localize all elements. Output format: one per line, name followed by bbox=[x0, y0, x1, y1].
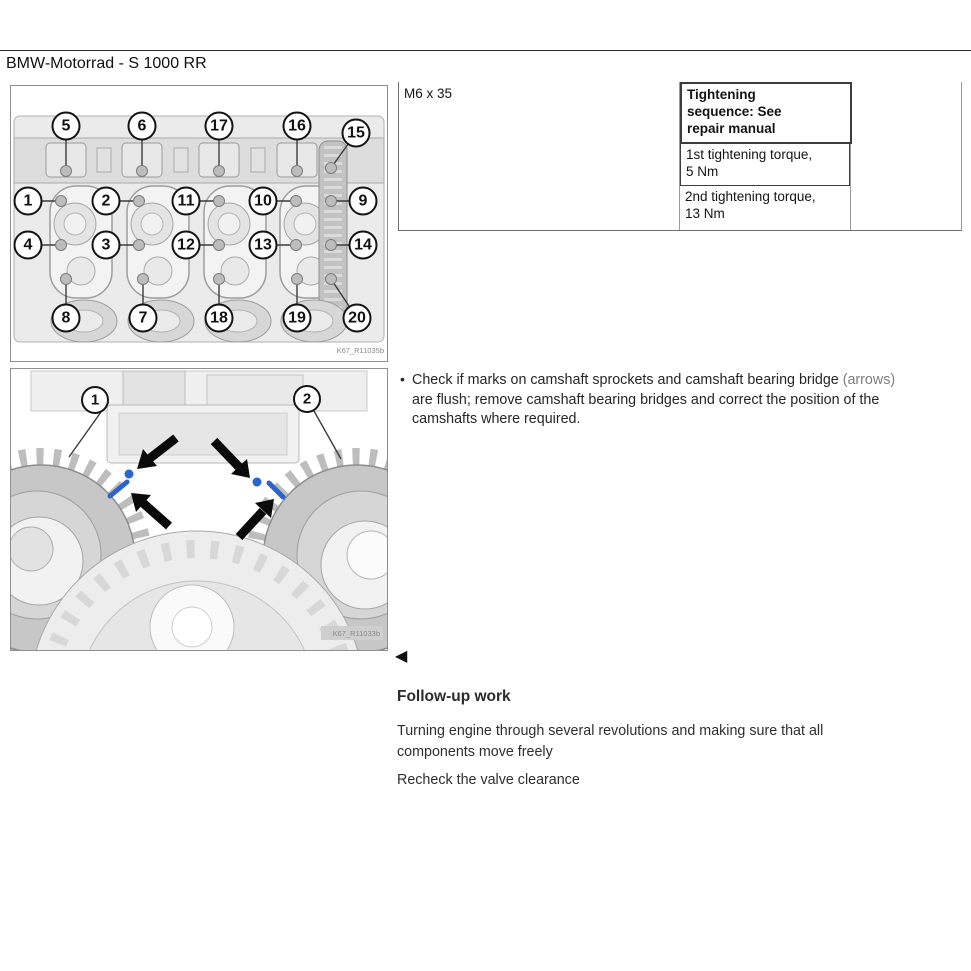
svg-text:2: 2 bbox=[302, 390, 312, 408]
followup-paragraph-1: Turning engine through several revolutions and making sure that all components move freely bbox=[397, 723, 824, 760]
svg-text:11: 11 bbox=[177, 192, 195, 210]
svg-text:14: 14 bbox=[354, 236, 372, 254]
callout-7 bbox=[130, 305, 157, 332]
arrows-note: (arrows) bbox=[842, 372, 896, 388]
mark-dot-right bbox=[253, 478, 262, 487]
svg-text:18: 18 bbox=[210, 309, 228, 327]
figure-camshaft-sprockets bbox=[10, 368, 388, 651]
alignment-marks bbox=[110, 470, 283, 498]
callout-14 bbox=[350, 232, 377, 259]
callout-20 bbox=[344, 305, 371, 332]
table-cell-torque-2: 2nd tightening torque, 13 Nm bbox=[680, 186, 848, 228]
callout-6 bbox=[129, 113, 156, 140]
callout-5 bbox=[53, 113, 80, 140]
svg-text:4: 4 bbox=[23, 236, 33, 254]
instruction-bullet-item bbox=[398, 371, 970, 430]
svg-text:7: 7 bbox=[138, 309, 148, 327]
figure1-caption: K67_R11035b bbox=[336, 346, 384, 355]
table-cell-part: M6 x 35 bbox=[404, 86, 453, 101]
page-title: BMW-Motorrad - S 1000 RR bbox=[6, 55, 207, 72]
svg-text:8: 8 bbox=[61, 309, 71, 327]
callout-4 bbox=[15, 232, 42, 259]
table-cell-torque-1: 1st tightening torque, 5 Nm bbox=[680, 143, 850, 186]
svg-text:6: 6 bbox=[137, 117, 147, 135]
leader-line bbox=[69, 412, 101, 457]
callout-sprocket-2 bbox=[294, 386, 320, 412]
svg-text:10: 10 bbox=[254, 192, 272, 210]
callout-16 bbox=[284, 113, 311, 140]
svg-text:15: 15 bbox=[347, 124, 365, 142]
svg-text:17: 17 bbox=[210, 117, 228, 135]
svg-text:16: 16 bbox=[288, 117, 306, 135]
svg-text:1: 1 bbox=[23, 192, 33, 210]
title-divider bbox=[0, 50, 971, 51]
svg-text:5: 5 bbox=[61, 117, 71, 135]
instruction-text: Check if marks on camshaft sprockets and camshaft bearing bridge (arrows) are flush; remove camshaft bearing bridges and correct the position of the camshafts where required. bbox=[412, 372, 896, 427]
table-cell-tightening-sequence: Tightening sequence: See repair manual bbox=[680, 82, 852, 144]
callout-sprocket-1 bbox=[82, 387, 108, 413]
bullet-icon: • bbox=[400, 371, 405, 387]
svg-text:1: 1 bbox=[90, 391, 100, 409]
svg-text:20: 20 bbox=[348, 309, 366, 327]
callout-10 bbox=[250, 188, 277, 215]
svg-text:12: 12 bbox=[177, 236, 195, 254]
svg-text:19: 19 bbox=[288, 309, 306, 327]
callout-15 bbox=[343, 120, 370, 147]
callout-13 bbox=[250, 232, 277, 259]
followup-heading: Follow-up work bbox=[397, 688, 511, 705]
callout-9 bbox=[350, 188, 377, 215]
followup-paragraph-2: Recheck the valve clearance bbox=[397, 772, 580, 788]
back-marker-icon: ◀ bbox=[395, 648, 408, 665]
spec-table bbox=[398, 82, 962, 231]
callout-12 bbox=[173, 232, 200, 259]
callout-17 bbox=[206, 113, 233, 140]
sprocket-art bbox=[11, 371, 387, 650]
callout-19 bbox=[284, 305, 311, 332]
callout-1 bbox=[15, 188, 42, 215]
svg-text:13: 13 bbox=[254, 236, 272, 254]
svg-text:2: 2 bbox=[101, 192, 111, 210]
callout-3 bbox=[93, 232, 120, 259]
leader-line bbox=[314, 411, 341, 459]
svg-text:9: 9 bbox=[358, 192, 368, 210]
figure-cylinder-head bbox=[10, 85, 388, 362]
callout-11 bbox=[173, 188, 200, 215]
callout-8 bbox=[53, 305, 80, 332]
callout-18 bbox=[206, 305, 233, 332]
figure2-caption: K67_R11033b bbox=[332, 629, 380, 638]
mark-dot-left bbox=[125, 470, 134, 479]
svg-text:3: 3 bbox=[101, 236, 111, 254]
callout-2 bbox=[93, 188, 120, 215]
